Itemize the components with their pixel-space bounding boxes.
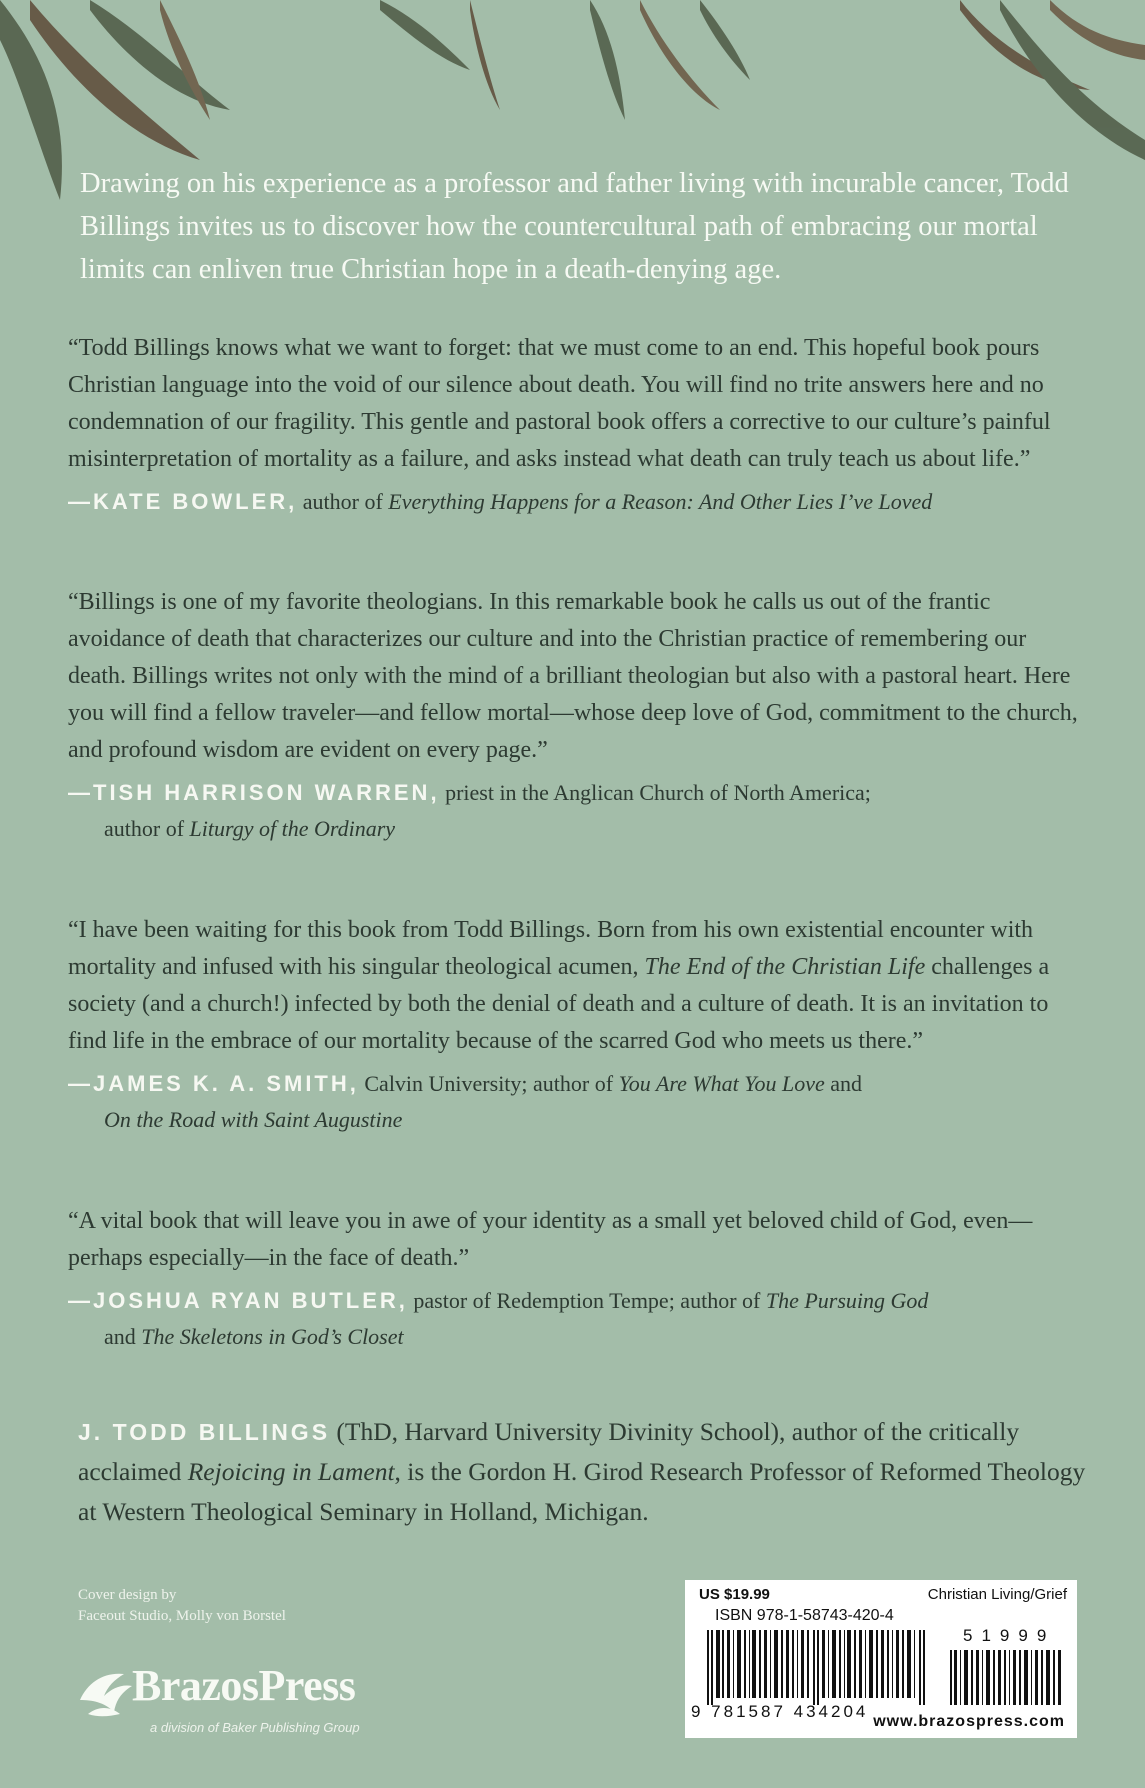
endorsement-joshua-ryan-butler	[68, 1203, 1078, 1355]
author-name: J. TODD BILLINGS	[78, 1419, 331, 1445]
endorser-name: —JOSHUA RYAN BUTLER,	[68, 1288, 408, 1313]
endorsement-attribution	[68, 484, 1078, 520]
category: Christian Living/Grief	[927, 1586, 1067, 1603]
endorsement-tish-harrison-warren	[68, 584, 1078, 847]
isbn-digits: 9 781587 434204	[691, 1702, 869, 1721]
price-barcode-icon	[950, 1650, 1065, 1705]
credit-line: Cover design by	[78, 1587, 177, 1603]
endorser-book-title-2: The Skeletons in God’s Closet	[141, 1324, 404, 1349]
quote-text: “I have been waiting for this book from Todd Billings. Born from his own existential encounter with mortality and infused with his singular theological acumen,	[68, 917, 1034, 980]
endorser-title: author of	[297, 489, 389, 514]
bio-book-title: Rejoicing in Lament	[187, 1457, 395, 1486]
endorsement-quote: “A vital book that will leave you in awe of your identity as a small yet beloved child of God, even—perhaps especially—in the face of death.”	[68, 1208, 1033, 1271]
bio-text: , is the Gordon H. Girod Research Professor of Reformed Theology at Western Theological Seminary in Holland, Michigan.	[78, 1457, 1086, 1526]
endorser-title-line2: author of	[104, 816, 190, 841]
endorsement-quote	[68, 912, 1078, 1060]
endorsement-james-k-a-smith	[68, 912, 1078, 1138]
endorser-book-title-2: On the Road with Saint Augustine	[104, 1107, 403, 1132]
endorser-name: —KATE BOWLER,	[68, 489, 298, 514]
endorser-title: Calvin University; author of	[358, 1071, 619, 1096]
endorsement-quote: “Billings is one of my favorite theologians. In this remarkable book he calls us out of the frantic avoidance of death that characterizes our culture and into the Christian practice of remembering our death. Billings writes not only with the mind of a brilliant theologian but also with a pastoral heart. Here you will find a fellow traveler—and fellow mortal—whose deep love of God, commitment to the church, and profound wisdom are evident on every page.”	[68, 589, 1078, 763]
endorsement-quote: “Todd Billings knows what we want to forget: that we must come to an end. This hopeful book pours Christian language into the void of our silence about death. You will find no trite answers here and no condemnation of our fragility. This gentle and pastoral book offers a corrective to our culture’s painful misinterpretation of mortality as a failure, and asks instead what death can truly teach us about life.”	[68, 335, 1051, 472]
endorsement-attribution	[68, 1283, 1078, 1355]
endorser-title-line2: and	[104, 1324, 142, 1349]
credit-line: Faceout Studio, Molly von Borstel	[78, 1608, 286, 1624]
endorser-book-title: Everything Happens for a Reason: And Other Lies I’ve Loved	[388, 489, 933, 514]
price: US $19.99	[699, 1586, 770, 1603]
endorser-name: —JAMES K. A. SMITH,	[68, 1071, 359, 1096]
author-bio	[78, 1412, 1088, 1532]
endorser-name: —TISH HARRISON WARREN,	[68, 780, 440, 805]
endorser-title: pastor of Redemption Tempe; author of	[407, 1288, 766, 1313]
intro-summary: Drawing on his experience as a professor and father living with incurable cancer, Todd Billings invites us to discover how the countercultural path of embracing our mortal limits can enliven true Christian hope in a death-denying age.	[80, 168, 1069, 285]
endorser-book-title: The Pursuing God	[765, 1288, 929, 1313]
publisher-division: a division of Baker Publishing Group	[150, 1720, 360, 1735]
endorser-title-conj: and	[824, 1071, 863, 1096]
endorser-title: priest in the Anglican Church of North America;	[439, 780, 871, 805]
isbn-barcode-icon	[707, 1630, 927, 1705]
endorsement-attribution	[68, 1066, 1078, 1138]
barcode-label	[685, 1580, 1077, 1738]
quoted-book-title: The End of the Christian Life	[644, 954, 926, 980]
cover-design-credit	[78, 1585, 286, 1627]
endorsement-attribution	[68, 775, 1078, 847]
quote-text: challenges a society (and a church!) infected by both the denial of death and a culture of death. It is an invitation to find life in the embrace of our mortality because of the scarred God who meets us there.”	[68, 954, 1050, 1054]
endorsement-kate-bowler	[68, 330, 1078, 520]
endorser-book-title: You Are What You Love	[618, 1071, 825, 1096]
endorser-book-title: Liturgy of the Ordinary	[189, 816, 396, 841]
publisher-website: www.brazospress.com	[873, 1713, 1065, 1730]
addon-digits: 51999	[963, 1626, 1056, 1645]
bio-text: (ThD, Harvard University Divinity School), author of the critically acclaimed	[78, 1417, 1020, 1486]
publisher-name: BrazosPress	[132, 1661, 356, 1710]
isbn: ISBN 978-1-58743-420-4	[715, 1607, 894, 1624]
